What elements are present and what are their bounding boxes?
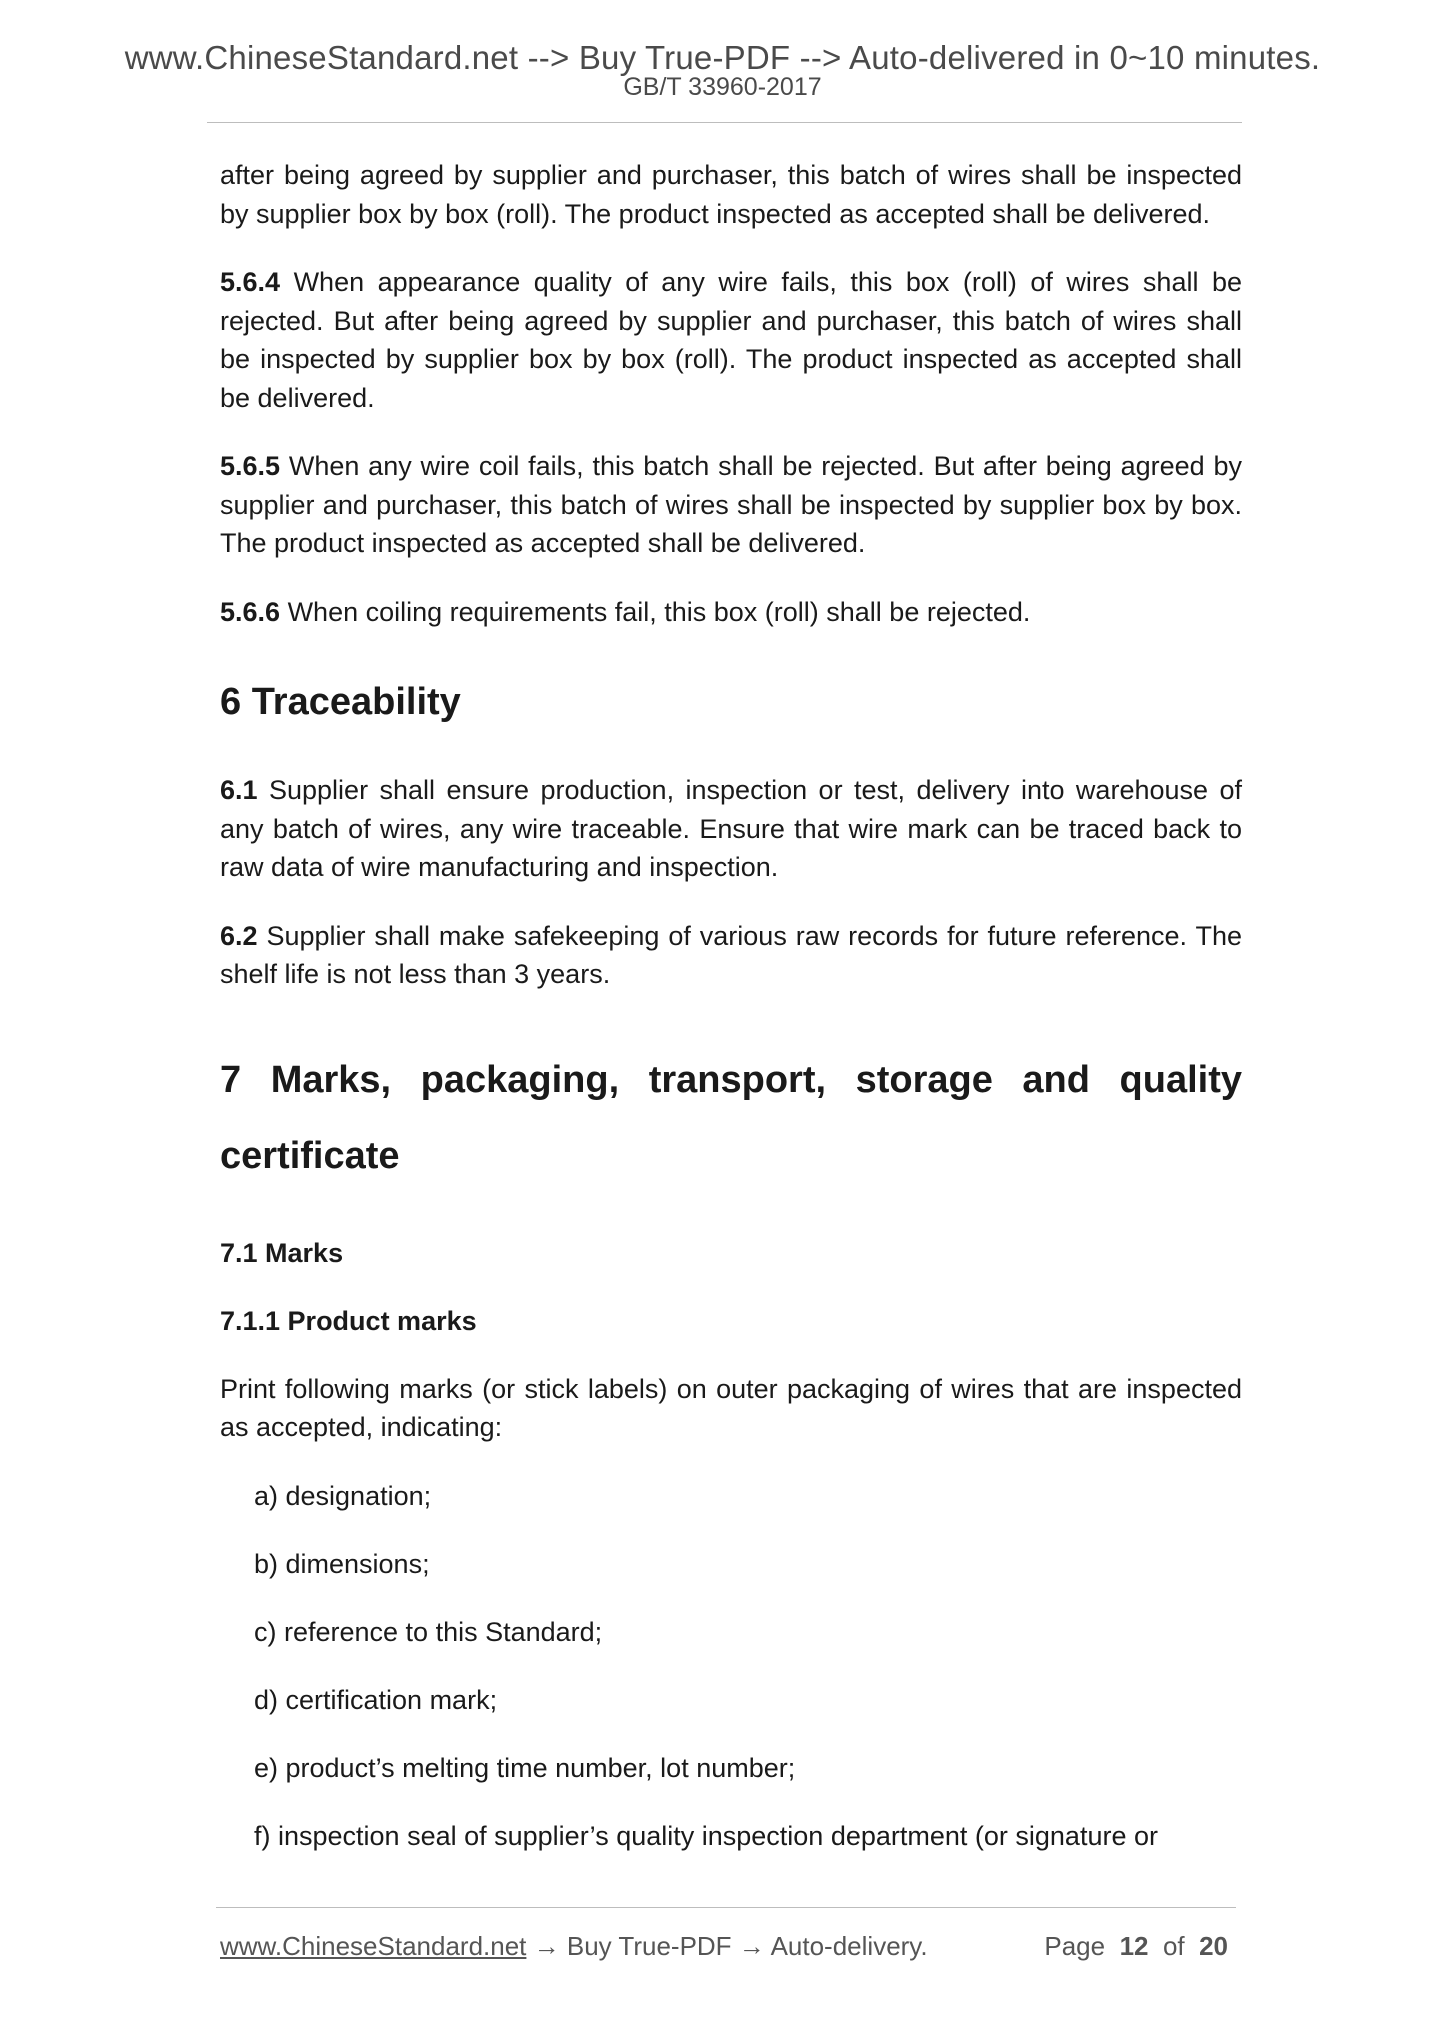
clause-6-2 [220, 917, 1242, 994]
clause-text: When appearance quality of any wire fails, this box (roll) of wires shall be rejected. But after being agreed by supplier and purchaser, this batch of wires shall be inspected by supplier box by box (roll). The product inspected as accepted shall be delivered. [220, 267, 1242, 413]
section-7-heading: 7 Marks, packaging, transport, storage and quality certificate [220, 1058, 1242, 1177]
of-label: of [1162, 1931, 1185, 1961]
page-footer [220, 1928, 1236, 1964]
page-label: Page [1044, 1931, 1106, 1961]
page-content [220, 156, 1242, 1885]
section-6-heading: 6 Traceability [220, 681, 461, 723]
clause-number: 6.2 [220, 920, 258, 951]
clause-5-6-5 [220, 447, 1242, 563]
site-banner[interactable]: www.ChineseStandard.net --> Buy True-PDF --> Auto-delivered in 0~10 minutes. [124, 39, 1321, 76]
clause-number: 6.1 [220, 775, 258, 805]
clause-text: Supplier shall ensure production, inspection or test, delivery into warehouse of any batch of wires, any wire traceable. Ensure that wire mark can be traced back to raw data of wire manufacturing and inspection. [220, 775, 1242, 882]
standard-code: GB/T 33960-2017 [623, 73, 822, 101]
header-divider [207, 122, 1242, 123]
clause-number: 5.6.5 [220, 451, 281, 481]
clause-5-6-4 [220, 263, 1242, 417]
footer-promo [220, 1928, 928, 1964]
list-item: a) designation; [254, 1480, 432, 1511]
clause-text: When coiling requirements fail, this box (roll) shall be rejected. [280, 596, 1031, 627]
list-item: f) inspection seal of supplier’s quality inspection department (or signature or [254, 1820, 1158, 1851]
clause-6-1 [220, 771, 1242, 887]
list-item: d) certification mark; [254, 1684, 498, 1715]
footer-promo-text: → Buy True-PDF → Auto-delivery. [526, 1931, 928, 1961]
page-total: 20 [1199, 1931, 1228, 1961]
list-item: b) dimensions; [254, 1548, 430, 1579]
clause-number: 5.6.4 [220, 267, 281, 297]
marks-list [220, 1477, 1242, 1855]
section-7-1-heading: 7.1 Marks [220, 1237, 344, 1268]
clause-number: 5.6.6 [220, 596, 281, 627]
clause-text: Supplier shall make safekeeping of various raw records for future reference. The shelf life is not less than 3 years. [220, 920, 1242, 989]
clause-text: When any wire coil fails, this batch shall be rejected. But after being agreed by supplier and purchaser, this batch of wires shall be inspected by supplier box by box. The product inspected as accepted shall be delivered. [220, 451, 1242, 558]
clause-7-1-1-text: Print following marks (or stick labels) on outer packaging of wires that are inspected as accepted, indicating: [220, 1373, 1242, 1442]
section-7-1-1-heading: 7.1.1 Product marks [220, 1305, 477, 1336]
list-item: c) reference to this Standard; [254, 1616, 603, 1647]
page-number: 12 [1119, 1931, 1149, 1961]
clause-5-6-6 [220, 593, 1242, 632]
paragraph-continuation: after being agreed by supplier and purchaser, this batch of wires shall be inspected by supplier box by box (roll). The product inspected as accepted shall be delivered. [220, 160, 1242, 229]
footer-divider [216, 1907, 1236, 1908]
list-item: e) product’s melting time number, lot number; [254, 1752, 796, 1783]
page-indicator [1044, 1928, 1228, 1964]
footer-site-link[interactable]: www.ChineseStandard.net [220, 1931, 527, 1961]
